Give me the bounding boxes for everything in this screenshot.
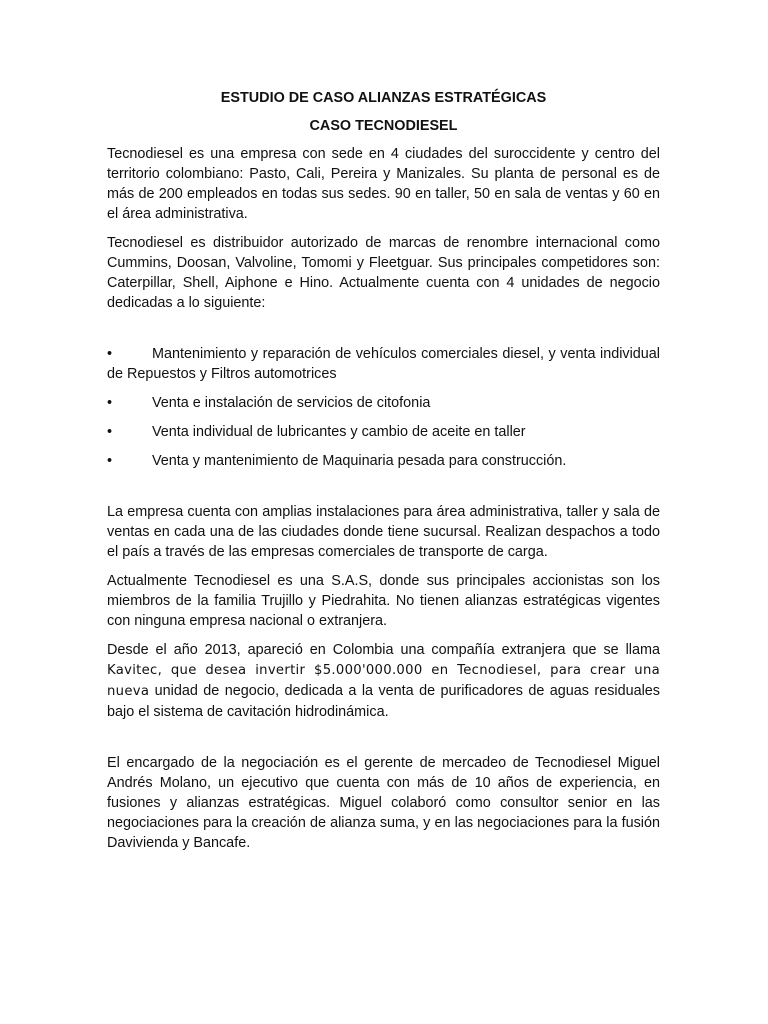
list-item xyxy=(107,393,660,413)
document-title: ESTUDIO DE CASO ALIANZAS ESTRATÉGICAS xyxy=(220,90,547,106)
kavitec-text-part-1: Desde el año 2013, apareció en Colombia una compañía extranjera que se llama xyxy=(107,642,660,658)
list-item-text: Venta individual de lubricantes y cambio de aceite en taller xyxy=(152,424,526,440)
list-item-text: Mantenimiento y reparación de vehículos comerciales diesel, y venta individual de Repuestos y Filtros automotrices xyxy=(107,346,660,382)
list-item xyxy=(107,451,660,471)
paragraph-kavitec xyxy=(107,640,660,722)
paragraph-final: El encargado de la negociación es el gerente de mercadeo de Tecnodiesel Miguel Andrés Molano, un ejecutivo que cuenta con más de 10 años de experiencia, en fusiones y alianzas estratégicas. Miguel colaboró como consultor senior en las negociaciones para la creación de alianza suma, y en las negociaciones para la fusión Davivienda y Bancafe. xyxy=(107,755,660,851)
paragraph-intro-1: Tecnodiesel es una empresa con sede en 4 ciudades del suroccidente y centro del territorio colombiano: Pasto, Cali, Pereira y Manizales. Su planta de personal es de más de 200 empleados en todas sus sedes. 90 en taller, 50 en sala de ventas y 60 en el área administrativa. xyxy=(107,146,660,222)
bullet-icon: • xyxy=(107,395,113,411)
bullet-icon: • xyxy=(107,424,113,440)
business-units-list xyxy=(107,344,660,471)
document-subtitle: CASO TECNODIESEL xyxy=(309,118,458,134)
kavitec-text-part-3: unidad de negocio, dedicada a la venta de purificadores de aguas residuales bajo el sistema de cavitación hidrodinámica. xyxy=(107,683,660,720)
bullet-icon: • xyxy=(107,346,113,362)
list-item-text: Venta e instalación de servicios de citofonia xyxy=(152,395,431,411)
spacer xyxy=(107,731,660,753)
bullet-icon: • xyxy=(107,453,113,469)
kavitec-text-part-2: Kavitec, que desea invertir $5.000'000.000 en Tecnodiesel, para crear una nueva xyxy=(107,663,660,699)
list-item-text: Venta y mantenimiento de Maquinaria pesada para construcción. xyxy=(152,453,567,469)
list-item xyxy=(107,422,660,442)
spacer xyxy=(107,480,660,502)
spacer xyxy=(107,322,660,344)
paragraph-intro-2: Tecnodiesel es distribuidor autorizado de marcas de renombre internacional como Cummins, Doosan, Valvoline, Tomomi y Fleetguar. Sus principales competidores son: Caterpillar, Shell, Aiphone e Hino. Actualmente cuenta con 4 unidades de negocio dedicadas a lo siguiente: xyxy=(107,235,660,311)
paragraph-middle-1: La empresa cuenta con amplias instalaciones para área administrativa, taller y sala de ventas en cada una de las ciudades donde tiene sucursal. Realizan despachos a todo el país a través de las empresas comerciales de transporte de carga. xyxy=(107,504,660,560)
document-page xyxy=(107,88,660,862)
paragraph-middle-2: Actualmente Tecnodiesel es una S.A.S, donde sus principales accionistas son los miembros de la familia Trujillo y Piedrahita. No tienen alianzas estratégicas vigentes con ninguna empresa nacional o extranjera. xyxy=(107,573,660,629)
list-item xyxy=(107,344,660,384)
